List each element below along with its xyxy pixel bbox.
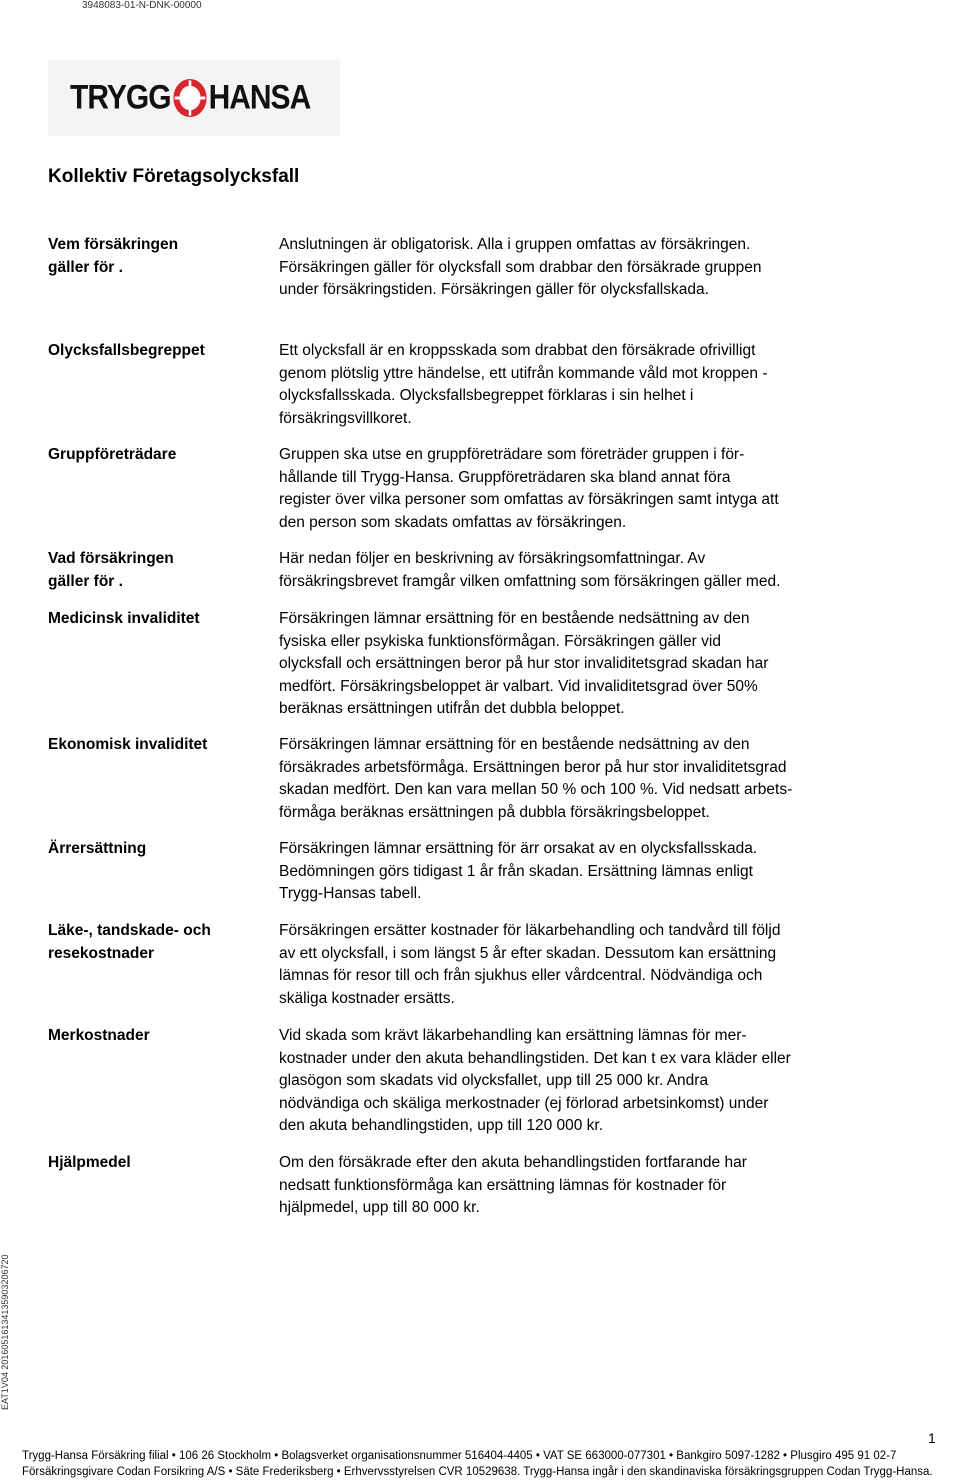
label-line: Vem försäkringen bbox=[48, 236, 179, 253]
body-line: nedsatt funktionsförmåga kan ersättning lämnas för kostnader för bbox=[279, 1176, 727, 1194]
body-line: Gruppen ska utse en gruppföreträdare som företräder gruppen i för- bbox=[279, 446, 745, 463]
body-line: Om den försäkrade efter den akuta behandlingstiden fortfarande har bbox=[279, 1154, 747, 1171]
section-label bbox=[48, 734, 248, 757]
label-line: Ärrersättning bbox=[48, 840, 147, 857]
section-label bbox=[48, 234, 248, 279]
body-line: den akuta behandlingstiden, upp till 120 000 kr. bbox=[279, 1117, 604, 1134]
body-line: Ett olycksfall är en kroppsskada som drabbat den försäkrade ofrivilligt bbox=[279, 342, 756, 359]
body-line: Bedömningen görs tidigast 1 år från skadan. Ersättning lämnas enligt bbox=[279, 862, 753, 880]
body-line: Försäkringen lämnar ersättning för ärr orsakat av en olycksfallsskada. bbox=[279, 840, 758, 857]
body-line: Anslutningen är obligatorisk. Alla i gruppen omfattas av försäkringen. bbox=[279, 236, 751, 253]
section-label bbox=[48, 608, 248, 631]
body-line: skäliga kostnader ersätts. bbox=[279, 989, 455, 1007]
body-line: nödvändiga och skäliga merkostnader (ej förlorad arbetsinkomst) under bbox=[279, 1094, 769, 1112]
body-line: hjälpmedel, upp till 80 000 kr. bbox=[279, 1199, 480, 1216]
footer-line-1: Trygg-Hansa Försäkring filial • 106 26 Stockholm • Bolagsverket organisationsnummer 516404-4405 • VAT SE 663000-077301 • Bankgiro 5097-1282 • Plusgiro 495 91 02-7 bbox=[22, 1450, 897, 1462]
label-line: Olycksfallsbegreppet bbox=[48, 342, 205, 359]
body-line: medfört. Försäkringsbeloppet är valbart. Vid invaliditetsgrad över 50% bbox=[279, 677, 758, 695]
label-line: resekostnader bbox=[48, 944, 154, 962]
lifebuoy-icon bbox=[173, 78, 207, 117]
body-line: fysiska eller psykiska funktionsförmågan. Försäkringen gäller vid bbox=[279, 632, 721, 650]
section-label bbox=[48, 1152, 248, 1175]
logo-right-word: HANSA bbox=[208, 78, 311, 117]
body-line: förmåga beräknas ersättningen på dubbla försäkringsbeloppet. bbox=[279, 803, 710, 821]
side-document-code: EAT1V04 20160516134135903206720 bbox=[0, 1254, 10, 1410]
body-line: försäkrades arbetsförmåga. Ersättningen beror på hur stor invaliditetsgrad bbox=[279, 758, 787, 776]
trygg-hansa-logo bbox=[48, 60, 340, 136]
body-line: register över vilka personer som omfattas av försäkringen samt intyga att bbox=[279, 491, 779, 508]
section-label bbox=[48, 444, 248, 467]
body-line: försäkringsbrevet framgår vilken omfattning som försäkringen gäller med. bbox=[279, 572, 781, 590]
section-body bbox=[279, 838, 879, 906]
label-line: Läke-, tandskade- och bbox=[48, 922, 211, 939]
body-line: hållande till Trygg-Hansa. Gruppföreträdaren ska bland annat föra bbox=[279, 468, 731, 486]
document-id: 3948083-01-N-DNK-00000 bbox=[82, 0, 202, 11]
section-body bbox=[279, 734, 879, 824]
section-body bbox=[279, 340, 879, 430]
section-label bbox=[48, 340, 248, 363]
logo-left-word: TRYGG bbox=[70, 78, 171, 117]
body-line: Försäkringen lämnar ersättning för en bestående nedsättning av den bbox=[279, 610, 750, 627]
section-body bbox=[279, 444, 879, 534]
body-line: skadan medfört. Den kan vara mellan 50 % och 100 %. Vid nedsatt arbets- bbox=[279, 781, 793, 798]
label-line: Merkostnader bbox=[48, 1027, 150, 1044]
section-label bbox=[48, 1025, 248, 1048]
body-line: den person som skadats omfattas av försäkringen. bbox=[279, 513, 627, 531]
body-line: genom plötslig yttre händelse, ett utifrån kommande våld mot kroppen - bbox=[279, 364, 768, 382]
body-line: försäkringsvillkoret. bbox=[279, 409, 412, 427]
section-body bbox=[279, 234, 879, 302]
body-line: lämnas för resor till och från sjukhus eller vårdcentral. Nödvändiga och bbox=[279, 967, 763, 984]
label-line: Hjälpmedel bbox=[48, 1154, 131, 1171]
label-line: gäller för . bbox=[48, 572, 123, 590]
section-body bbox=[279, 920, 879, 1010]
body-line: olycksfall och ersättningen beror på hur stor invaliditetsgrad skadan har bbox=[279, 655, 769, 672]
body-line: under försäkringstiden. Försäkringen gäller för olycksfallskada. bbox=[279, 281, 709, 298]
body-line: Här nedan följer en beskrivning av försäkringsomfattningar. Av bbox=[279, 550, 706, 567]
section-body bbox=[279, 608, 879, 721]
label-line: Gruppföreträdare bbox=[48, 446, 177, 463]
body-line: kostnader under den akuta behandlingstiden. Det kan t ex vara kläder eller bbox=[279, 1049, 791, 1067]
section-body bbox=[279, 548, 879, 593]
section-body bbox=[279, 1152, 879, 1220]
label-line: Vad försäkringen bbox=[48, 550, 174, 567]
section-label bbox=[48, 920, 248, 965]
label-line: Medicinsk invaliditet bbox=[48, 610, 200, 627]
body-line: glasögon som skadats vid olycksfallet, upp till 25 000 kr. Andra bbox=[279, 1072, 709, 1089]
page-title: Kollektiv Företagsolycksfall bbox=[48, 166, 300, 187]
body-line: Försäkringen gäller för olycksfall som drabbar den försäkrade gruppen bbox=[279, 258, 762, 276]
label-line: Ekonomisk invaliditet bbox=[48, 736, 208, 753]
section-label bbox=[48, 838, 248, 861]
body-line: Försäkringen lämnar ersättning för en bestående nedsättning av den bbox=[279, 736, 750, 753]
body-line: av ett olycksfall, i som längst 5 år efter skadan. Dessutom kan ersättning bbox=[279, 944, 777, 962]
body-line: beräknas ersättningen utifrån det dubbla beloppet. bbox=[279, 700, 625, 717]
label-line: gäller för . bbox=[48, 258, 123, 276]
footer-line-2: Försäkringsgivare Codan Forsikring A/S • Säte Frederiksberg • Erhvervsstyrelsen CVR 10529638. Trygg-Hansa ingår i den skandinaviska försäkringsgruppen Codan Trygg-Hansa. bbox=[22, 1466, 933, 1478]
section-body bbox=[279, 1025, 879, 1138]
page-number: 1 bbox=[928, 1430, 936, 1446]
body-line: olycksfallsskada. Olycksfallsbegreppet förklaras i sin helhet i bbox=[279, 387, 694, 404]
body-line: Vid skada som krävt läkarbehandling kan ersättning lämnas för mer- bbox=[279, 1027, 747, 1044]
body-line: Trygg-Hansas tabell. bbox=[279, 885, 422, 902]
section-label bbox=[48, 548, 248, 593]
body-line: Försäkringen ersätter kostnader för läkarbehandling och tandvård till följd bbox=[279, 922, 781, 939]
